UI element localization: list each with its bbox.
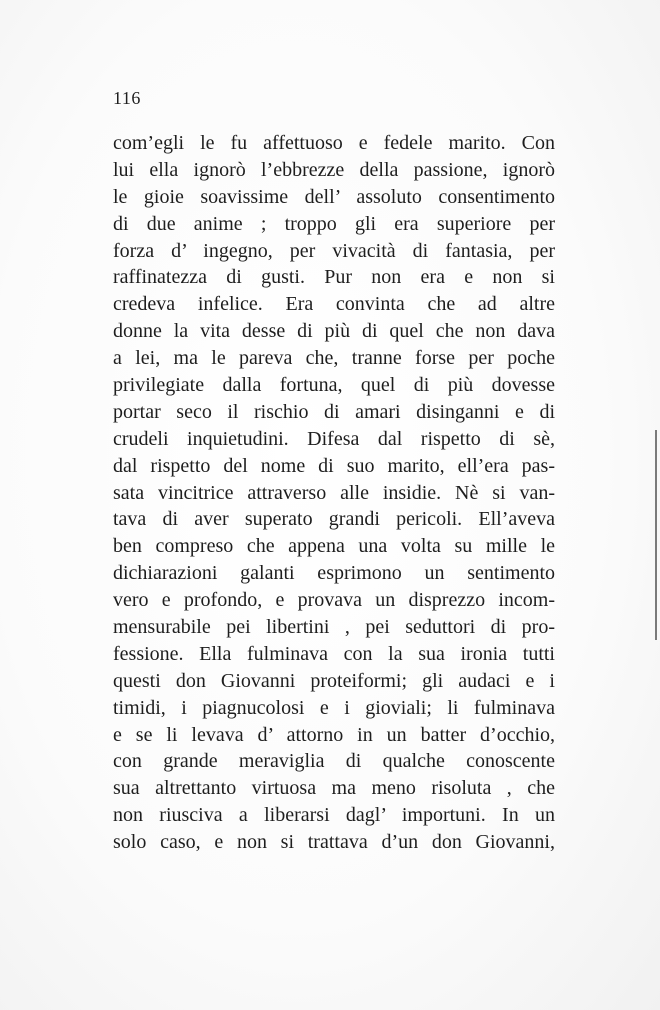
text-line: timidi, i piagnucolosi e i gioviali; li fulminava [113, 696, 555, 719]
text-line: privilegiate dalla fortuna, quel di più dovesse [113, 374, 555, 397]
text-line: di due anime ; troppo gli era superiore per [113, 212, 555, 235]
text-line: tava di aver superato grandi pericoli. Ell’aveva [113, 508, 555, 531]
text-line: questi don Giovanni proteiformi; gli audaci e i [113, 669, 555, 692]
text-line: lui ella ignorò l’ebbrezze della passione, ignorò [113, 158, 555, 181]
text-line: ben compreso che appena una volta su mille le [113, 535, 555, 558]
page-number: 116 [113, 88, 141, 108]
text-line: portar seco il rischio di amari disinganni e di [113, 400, 555, 423]
text-line: forza d’ ingegno, per vivacità di fantasia, per [113, 239, 555, 262]
text-line: com’egli le fu affettuoso e fedele marito. Con [113, 132, 555, 154]
text-line: crudeli inquietudini. Difesa dal rispetto di sè, [113, 427, 555, 450]
text-line: le gioie soavissime dell’ assoluto consentimento [113, 185, 555, 208]
text-line: fessione. Ella fulminava con la sua ironia tutti [113, 642, 555, 665]
body-text [113, 130, 555, 856]
text-line: dal rispetto del nome di suo marito, ell’era pas- [113, 454, 555, 477]
text-line: a lei, ma le pareva che, tranne forse per poche [113, 347, 555, 370]
text-line: vero e profondo, e provava un disprezzo incom- [113, 589, 555, 612]
page-edge-shadow [655, 430, 657, 640]
text-line: e se li levava d’ attorno in un batter d’occhio, [113, 723, 555, 746]
text-line: credeva infelice. Era convinta che ad altre [113, 293, 555, 316]
text-line: donne la vita desse di più di quel che non dava [113, 320, 555, 343]
text-line: sata vincitrice attraverso alle insidie. Nè si van- [113, 481, 555, 504]
text-line: raffinatezza di gusti. Pur non era e non si [113, 266, 555, 289]
text-line: non riusciva a liberarsi dagl’ importuni. In un [113, 804, 555, 827]
text-line: mensurabile pei libertini , pei seduttori di pro- [113, 616, 555, 639]
text-line: dichiarazioni galanti esprimono un sentimento [113, 562, 555, 585]
text-line: solo caso, e non si trattava d’un don Giovanni, [113, 831, 555, 854]
text-line: sua altrettanto virtuosa ma meno risoluta , che [113, 777, 555, 800]
text-line: con grande meraviglia di qualche conoscente [113, 750, 555, 773]
